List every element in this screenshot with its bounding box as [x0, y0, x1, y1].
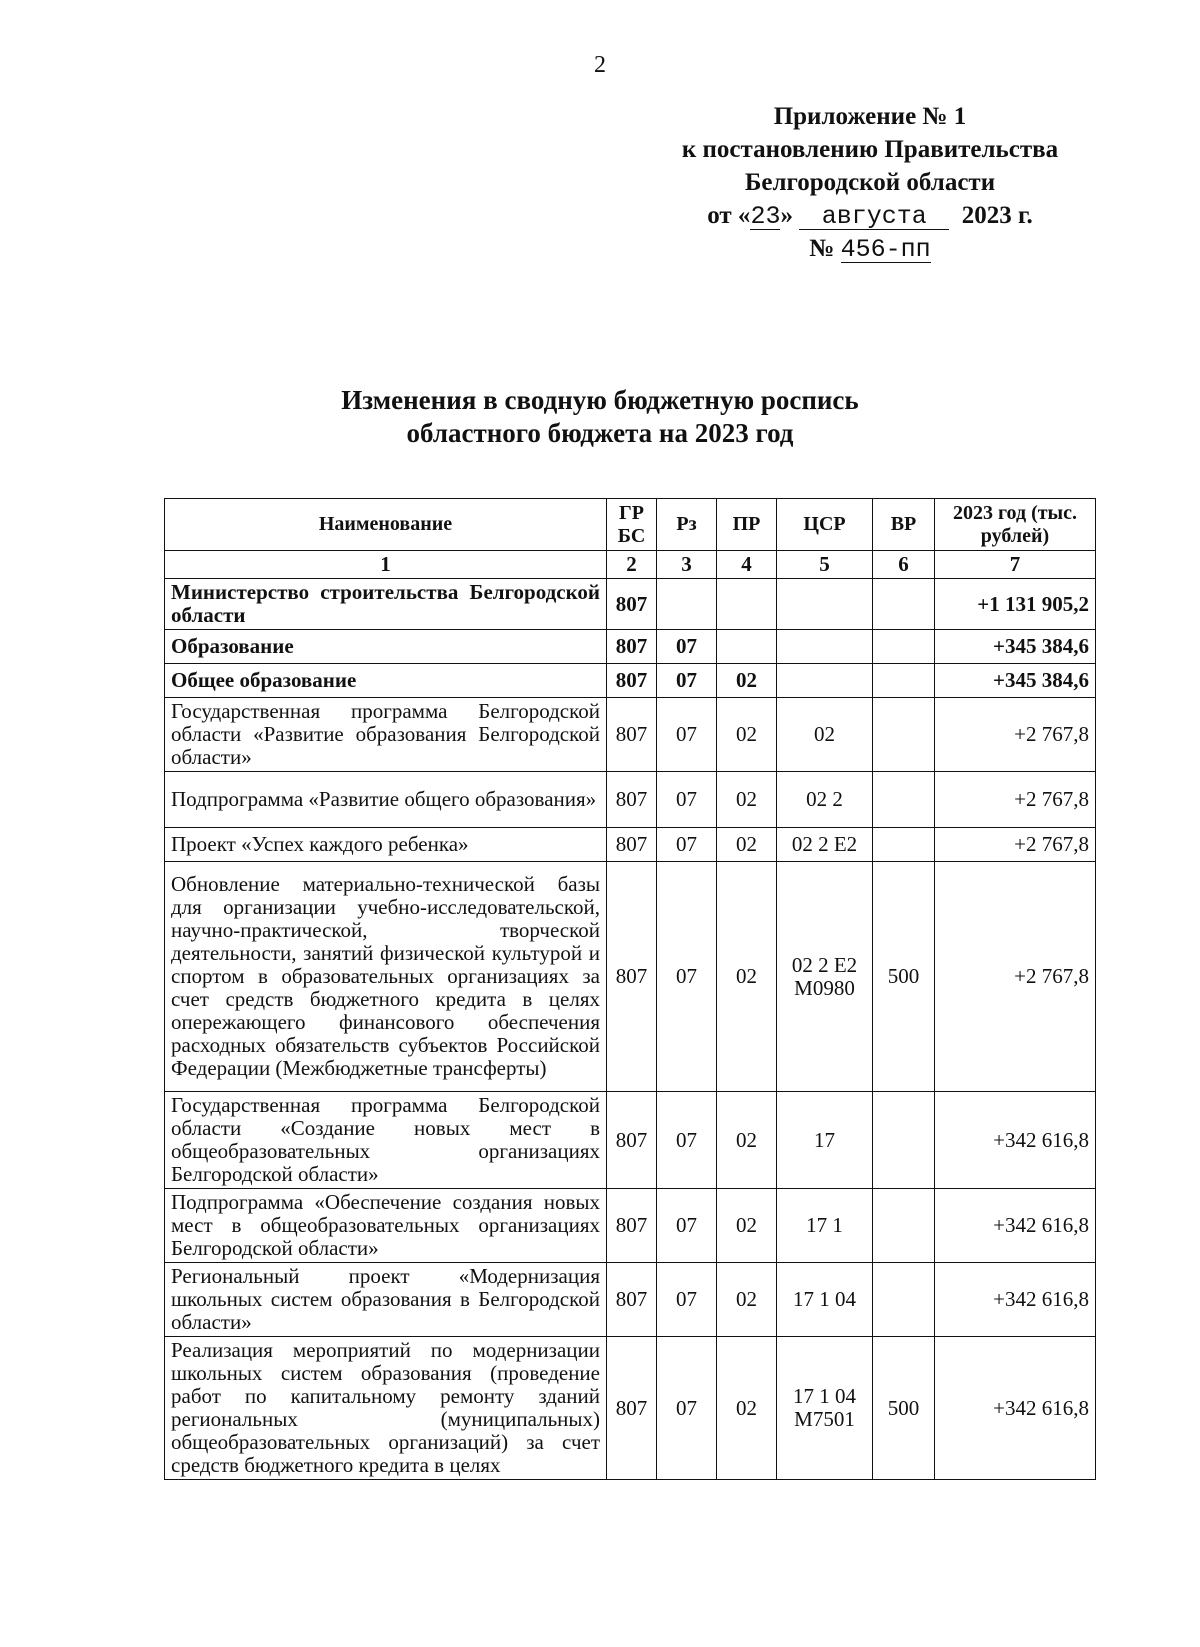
row-vr: [873, 772, 935, 828]
row-amount: +1 131 905,2: [935, 579, 1096, 630]
date-year: 2023 г.: [961, 202, 1033, 229]
row-name: Общее образование: [165, 664, 607, 698]
row-vr: 500: [873, 862, 935, 1092]
table-row: [165, 772, 1096, 828]
row-csr: 17 1 04: [777, 1263, 873, 1337]
row-rz: 07: [657, 828, 717, 862]
row-pr: 02: [717, 772, 777, 828]
row-name: Подпрограмма «Развитие общего образования»: [165, 772, 607, 828]
row-amount: +342 616,8: [935, 1337, 1096, 1480]
date-month: августа: [799, 205, 949, 230]
row-csr: 17: [777, 1092, 873, 1189]
row-pr: 02: [717, 664, 777, 698]
row-grbs: 807: [607, 772, 657, 828]
appendix-date: от «23» августа 2023 г.: [707, 202, 1033, 231]
row-name: Образование: [165, 630, 607, 664]
index-cell: 5: [777, 551, 873, 579]
table-row: [165, 1337, 1096, 1480]
row-rz: 07: [657, 664, 717, 698]
row-csr: [777, 664, 873, 698]
row-amount: +2 767,8: [935, 828, 1096, 862]
row-pr: 02: [717, 862, 777, 1092]
row-rz: [657, 579, 717, 630]
title-line-1: Изменения в сводную бюджетную роспись: [341, 385, 859, 415]
row-vr: [873, 1189, 935, 1263]
row-amount: +345 384,6: [935, 664, 1096, 698]
row-vr: [873, 664, 935, 698]
table-row: [165, 579, 1096, 630]
row-rz: 07: [657, 630, 717, 664]
row-csr: [777, 630, 873, 664]
row-name: Подпрограмма «Обеспечение создания новых мест в общеобразовательных организациях Белгородской области»: [165, 1189, 607, 1263]
row-name: Проект «Успех каждого ребенка»: [165, 828, 607, 862]
row-csr: 02: [777, 698, 873, 772]
table-header-row: [165, 499, 1096, 551]
header-pr: ПР: [717, 499, 777, 551]
table-row: [165, 828, 1096, 862]
row-rz: 07: [657, 1263, 717, 1337]
row-name: Государственная программа Белгородской области «Создание новых мест в общеобразовательных организациях Белгородской области»: [165, 1092, 607, 1189]
row-name: Реализация мероприятий по модернизации школьных систем образования (проведение работ по капитальному ремонту зданий региональных (муниципальных) общеобразовательных организаций) за счет средств бюджетного кредита в целях: [165, 1337, 607, 1480]
row-grbs: 807: [607, 862, 657, 1092]
document-title: [300, 384, 900, 450]
row-grbs: 807: [607, 1263, 657, 1337]
header-vr: ВР: [873, 499, 935, 551]
row-vr: [873, 828, 935, 862]
index-cell: 3: [657, 551, 717, 579]
row-csr: 02 2: [777, 772, 873, 828]
row-rz: 07: [657, 772, 717, 828]
header-grbs: ГР БС: [607, 499, 657, 551]
index-cell: 4: [717, 551, 777, 579]
row-rz: 07: [657, 1189, 717, 1263]
row-name: Государственная программа Белгородской области «Развитие образования Белгородской области»: [165, 698, 607, 772]
row-pr: 02: [717, 1189, 777, 1263]
table-row: [165, 862, 1096, 1092]
column-index-row: [165, 551, 1096, 579]
table-row: [165, 698, 1096, 772]
header-csr: ЦСР: [777, 499, 873, 551]
row-csr: 02 2 Е2 M0980: [777, 862, 873, 1092]
index-cell: 1: [165, 551, 607, 579]
row-grbs: 807: [607, 698, 657, 772]
title-line-2: областного бюджета на 2023 год: [406, 418, 794, 448]
row-name: Обновление материально-технической базы для организации учебно-исследовательской, научно-практической, творческой деятельности, занятий физической культурой и спортом в образовательных организациях за счет средств бюджетного кредита в целях опережающего финансового обеспечения расходных обязательств субъектов Российской Федерации (Межбюджетные трансферты): [165, 862, 607, 1092]
table-row: [165, 1189, 1096, 1263]
row-csr: 02 2 Е2: [777, 828, 873, 862]
row-pr: 02: [717, 1092, 777, 1189]
table-row: [165, 1263, 1096, 1337]
appendix-line-1: Приложение № 1: [773, 103, 967, 130]
row-amount: +2 767,8: [935, 772, 1096, 828]
row-vr: [873, 630, 935, 664]
index-cell: 2: [607, 551, 657, 579]
row-grbs: 807: [607, 664, 657, 698]
row-rz: 07: [657, 698, 717, 772]
table-row: [165, 664, 1096, 698]
row-grbs: 807: [607, 1092, 657, 1189]
table-row: [165, 1092, 1096, 1189]
row-pr: 02: [717, 828, 777, 862]
row-pr: 02: [717, 698, 777, 772]
row-pr: 02: [717, 1337, 777, 1480]
row-amount: +345 384,6: [935, 630, 1096, 664]
row-name: Министерство строительства Белгородской области: [165, 579, 607, 630]
row-pr: 02: [717, 1263, 777, 1337]
row-amount: +2 767,8: [935, 862, 1096, 1092]
resolution-number: 456-пп: [840, 235, 931, 264]
row-grbs: 807: [607, 828, 657, 862]
date-day: 23: [750, 202, 781, 231]
header-rz: Рз: [657, 499, 717, 551]
row-grbs: 807: [607, 630, 657, 664]
appendix-line-2: к постановлению Правительства: [681, 136, 1059, 163]
row-amount: +342 616,8: [935, 1189, 1096, 1263]
row-vr: [873, 579, 935, 630]
row-rz: 07: [657, 862, 717, 1092]
row-rz: 07: [657, 1337, 717, 1480]
row-vr: [873, 1263, 935, 1337]
row-grbs: 807: [607, 1337, 657, 1480]
row-vr: [873, 1092, 935, 1189]
row-amount: +342 616,8: [935, 1263, 1096, 1337]
index-cell: 6: [873, 551, 935, 579]
row-amount: +2 767,8: [935, 698, 1096, 772]
row-vr: 500: [873, 1337, 935, 1480]
index-cell: 7: [935, 551, 1096, 579]
page-number: 2: [594, 52, 606, 78]
appendix-line-3: Белгородской области: [744, 169, 996, 196]
row-rz: 07: [657, 1092, 717, 1189]
row-grbs: 807: [607, 1189, 657, 1263]
appendix-number: № 456-пп: [809, 235, 931, 264]
appendix-header: [640, 100, 1100, 265]
row-name: Региональный проект «Модернизация школьных систем образования в Белгородской области»: [165, 1263, 607, 1337]
header-name: Наименование: [165, 499, 607, 551]
row-amount: +342 616,8: [935, 1092, 1096, 1189]
header-amount: 2023 год (тыс. рублей): [935, 499, 1096, 551]
row-pr: [717, 630, 777, 664]
row-csr: [777, 579, 873, 630]
row-pr: [717, 579, 777, 630]
row-vr: [873, 698, 935, 772]
row-csr: 17 1: [777, 1189, 873, 1263]
table-row: [165, 630, 1096, 664]
row-csr: 17 1 04 M7501: [777, 1337, 873, 1480]
row-grbs: 807: [607, 579, 657, 630]
budget-table: [164, 498, 1096, 1480]
